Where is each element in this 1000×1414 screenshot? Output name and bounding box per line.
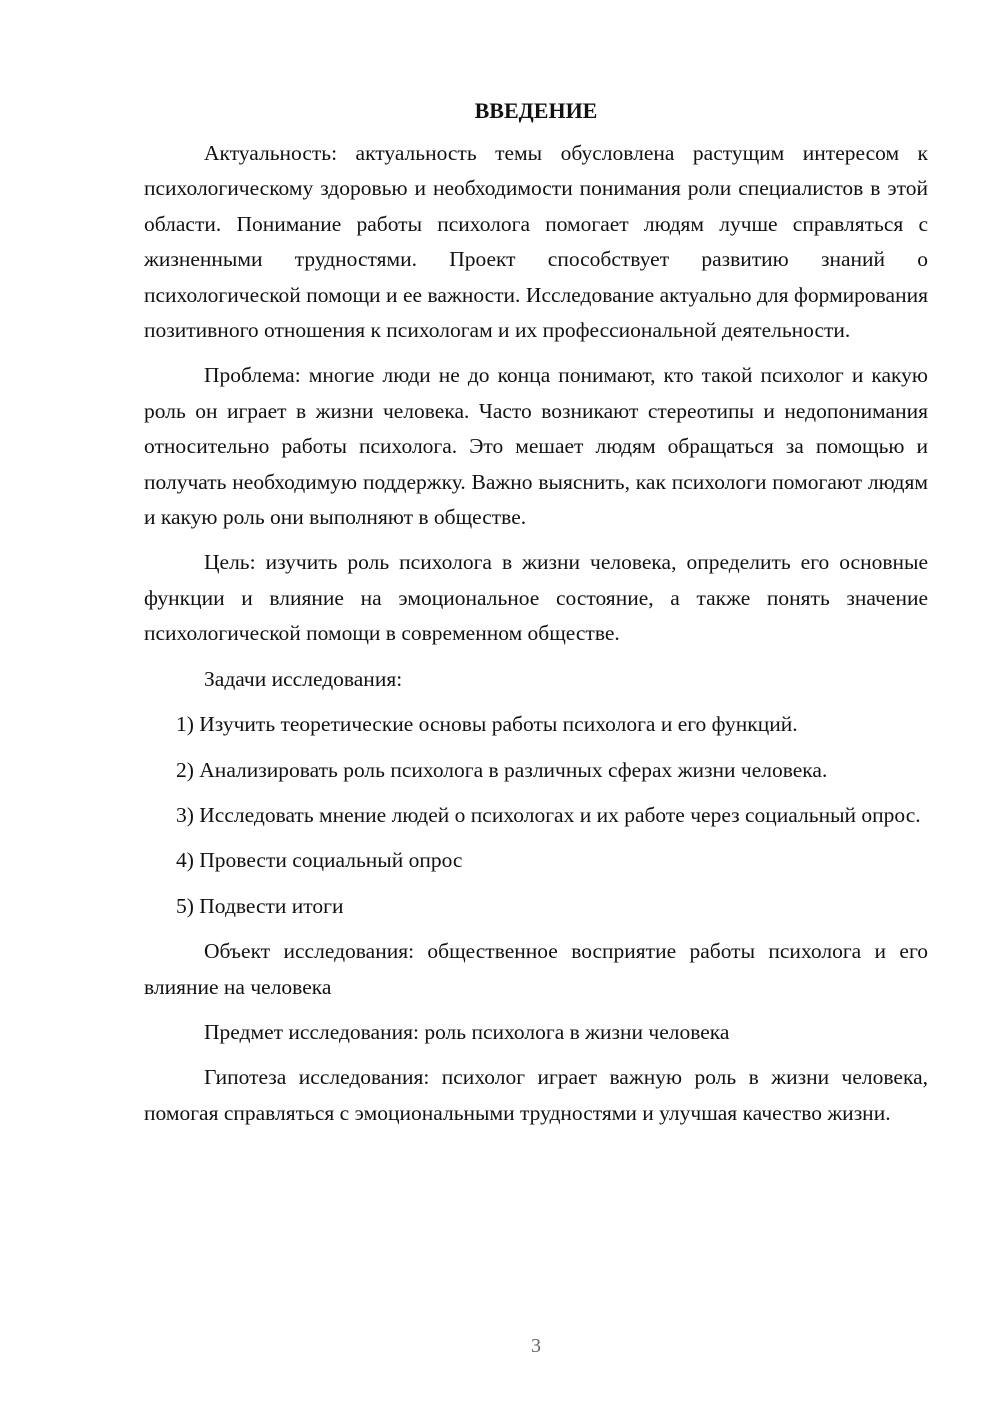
task-item-3: 3) Исследовать мнение людей о психологах и их работе через социальный опрос. (176, 802, 921, 827)
hypothesis-paragraph: Гипотеза исследования: психолог играет важную роль в жизни человека, помогая справляться с эмоциональными трудностями и улучшая качество жизни. (144, 1065, 928, 1125)
document-page (144, 96, 928, 1141)
task-item-1: 1) Изучить теоретические основы работы психолога и его функций. (176, 712, 798, 737)
task-item-2: 2) Анализировать роль психолога в различных сферах жизни человека. (176, 757, 828, 782)
task-item-4: 4) Провести социальный опрос (176, 848, 463, 873)
tasks-title: Задачи исследования: (204, 666, 403, 691)
task-item-5: 5) Подвести итоги (176, 893, 344, 918)
page-title: ВВЕДЕНИЕ (474, 98, 598, 123)
relevance-paragraph: Актуальность: актуальность темы обусловлена растущим интересом к психологическому здоровью и необходимости понимания роли специалистов в этой области. Понимание работы психолога помогает людям лучше справляться с жизненными трудностями. Проект способствует развитию знаний о психологической помощи и ее важности. Исследование актуально для формирования позитивного отношения к психологам и их профессиональной деятельности. (144, 141, 928, 343)
object-paragraph: Объект исследования: общественное восприятие работы психолога и его влияние на человека (144, 939, 928, 999)
page-number: 3 (531, 1335, 541, 1357)
subject-paragraph: Предмет исследования: роль психолога в жизни человека (204, 1019, 730, 1044)
problem-paragraph: Проблема: многие люди не до конца понимают, кто такой психолог и какую роль он играет в жизни человека. Часто возникают стереотипы и недопонимания относительно работы психолога. Это мешает людям обращаться за помощью и получать необходимую поддержку. Важно выяснить, как психологи помогают людям и какую роль они выполняют в обществе. (144, 363, 928, 530)
goal-paragraph: Цель: изучить роль психолога в жизни человека, определить его основные функции и влияние на эмоциональное состояние, а также понять значение психологической помощи в современном обществе. (144, 550, 928, 646)
